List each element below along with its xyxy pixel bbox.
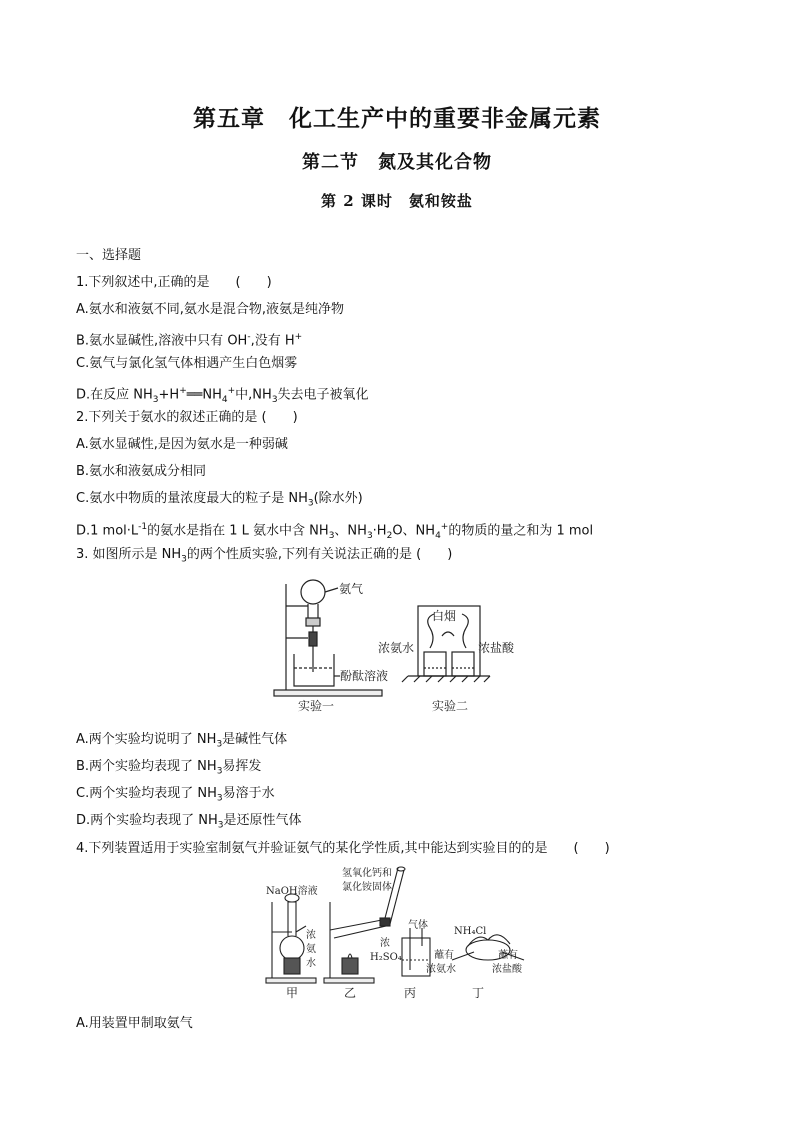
section-title: 第二节 氮及其化合物 [302,152,492,173]
label-nh4cl: NH₄Cl [454,926,487,937]
label-ammonia-char: 氨 [306,944,316,955]
label-bing: 丙 [404,986,417,1000]
label-white-smoke: 白烟 [432,609,457,623]
q3-option-a: A.两个实验均说明了 $NH_3$是碱性气体 [76,732,288,750]
label-conc: 浓 [306,930,316,941]
q3-option-c: C.两个实验均表现了 $NH_3$易溶于水 [76,786,275,804]
label-conc-hcl: 浓盐酸 [478,641,515,655]
chapter-title: 第五章 化工生产中的重要非金属元素 [193,105,601,132]
q4-stem: 4.下列装置适用于实验室制氨气并验证氨气的某化学性质,其中能达到实验目的的是 ( ) [76,841,610,856]
q1-option-c: C.氨气与氯化氢气体相遇产生白色烟雾 [76,356,298,371]
label-phenolphthalein: 酚酞溶液 [340,669,389,683]
label-dip-2: 蘸有 [498,950,518,961]
beaker [294,654,334,686]
q3-option-b: B.两个实验均表现了 $NH_3$易挥发 [76,759,262,777]
label-jia: 甲 [286,986,299,1000]
lesson-title: 第 2 课时 氨和铵盐 [321,192,473,210]
label-conc-h2so4-1: 浓 [380,938,390,949]
q1-option-b: B.氨水显碱性,溶液中只有 OH-,没有 H+ [76,332,303,349]
label-dip-ammonia: 浓氨水 [426,964,456,975]
label-conc-h2so4-2: H₂SO₄ [370,952,402,963]
q4-option-a: A.用装置甲制取氨气 [76,1016,193,1031]
label-water-char: 水 [306,958,316,969]
q1-stem: 1.下列叙述中,正确的是 ( ) [76,275,272,290]
stand-base [274,690,382,696]
q1-option-a: A.氨水和液氨不同,氨水是混合物,液氨是纯净物 [76,302,345,317]
q4-figure [262,862,552,1002]
flask-jia [280,936,304,960]
q3-stem: 3. 如图所示是 $NH_3$的两个性质实验,下列有关说法正确的是 ( ) [76,547,453,565]
q2-stem: 2.下列关于氨水的叙述正确的是 ( ) [76,410,298,425]
label-experiment-2: 实验二 [432,699,469,713]
label-conc-ammonia: 浓氨水 [378,641,415,655]
label-solids-2: 氯化铵固体 [342,882,392,893]
label-ammonia-gas: 氨气 [339,582,364,596]
label-experiment-1: 实验一 [298,699,335,713]
label-naoh-solution: NaOH溶液 [266,886,318,897]
label-solids-1: 氢氧化钙和 [342,868,392,879]
q1-option-d: D.在反应 $NH_3+H^+══NH_4^+$中$,NH_3$失去电子被氧化 [76,386,369,405]
label-dip-hcl: 浓盐酸 [492,964,522,975]
q2-option-b: B.氨水和液氨成分相同 [76,464,207,479]
label-dip-1: 蘸有 [434,950,454,961]
flask [301,580,325,604]
label-yi: 乙 [344,986,357,1000]
question-type-heading: 一、选择题 [76,248,142,263]
q2-option-c: C.氨水中物质的量浓度最大的粒子是 $NH_3$(除水外) [76,491,363,509]
q2-option-a: A.氨水显碱性,是因为氨水是一种弱碱 [76,437,288,452]
q3-figure [268,576,528,716]
q2-option-d: D.1 $mol\cdot L^{-1}$的氨水是指在 1 L 氨水中含 $NH_3$、$NH_3\cdot H_2O$、$NH_4^+$的物质的量之和为 1 mol [76,522,594,541]
label-ding: 丁 [472,986,485,1000]
q3-option-d: D.两个实验均表现了 $NH_3$是还原性气体 [76,813,302,831]
label-gas: 气体 [408,920,428,931]
